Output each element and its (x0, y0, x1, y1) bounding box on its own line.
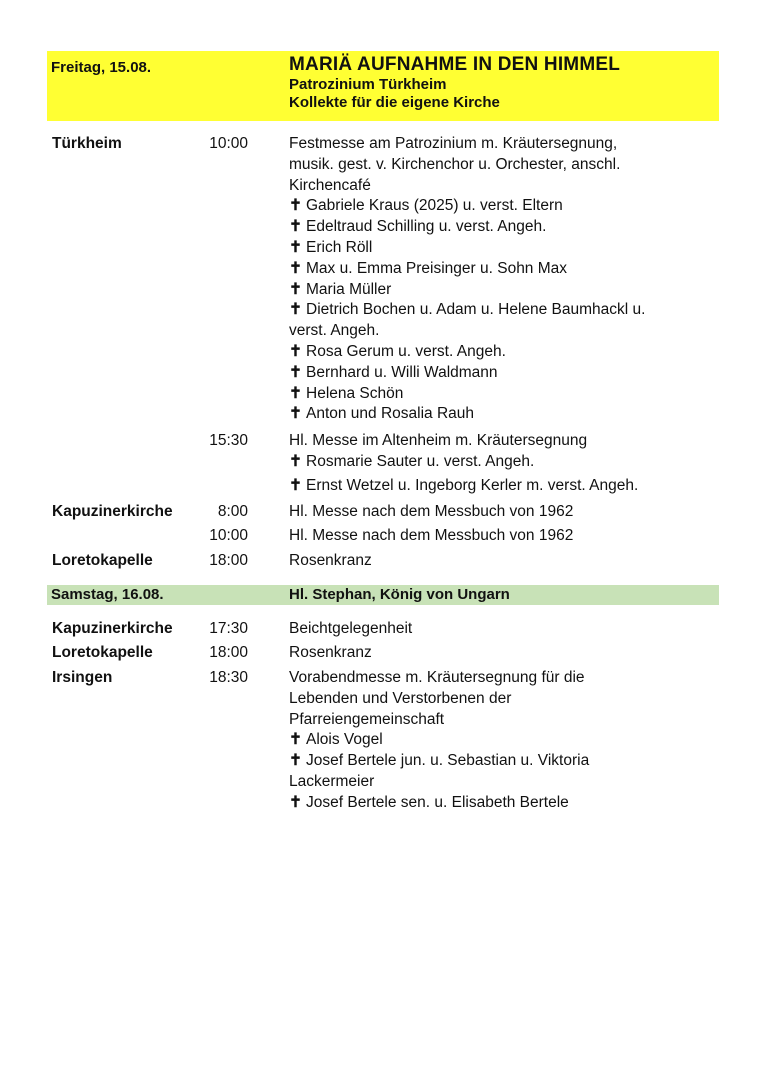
description-line: Hl. Messe nach dem Messbuch von 1962 (289, 503, 574, 520)
mass-intention: ✝ Ernst Wetzel u. Ingeborg Kerler m. verst. Angeh. (289, 476, 639, 494)
mass-intention: ✝ Josef Bertele jun. u. Sebastian u. Viktoria (289, 752, 590, 770)
description-line: Rosenkranz (289, 552, 372, 569)
cross-icon: ✝ (289, 197, 302, 215)
mass-intention: ✝ Maria Müller (289, 280, 392, 298)
mass-intention: ✝ Anton und Rosalia Rauh (289, 405, 475, 423)
description-line: Hl. Messe nach dem Messbuch von 1962 (289, 527, 574, 544)
cross-icon: ✝ (289, 218, 302, 236)
cross-icon: ✝ (289, 476, 302, 494)
cross-icon: ✝ (289, 363, 302, 381)
mass-intention-continued: verst. Angeh. (289, 322, 380, 340)
entry-location: Irsingen (52, 669, 113, 686)
mass-intention: ✝ Alois Vogel (289, 731, 383, 749)
entry-description (289, 431, 714, 496)
cross-icon: ✝ (289, 259, 302, 277)
entry-description (289, 668, 714, 814)
description-line: musik. gest. v. Kirchenchor u. Orchester, anschl. (289, 155, 621, 173)
entry-time: 17:30 (209, 620, 248, 637)
feast-header-band (47, 51, 719, 121)
entry-time: 10:00 (209, 527, 248, 544)
day1-date: Freitag, 15.08. (51, 59, 152, 76)
entry-description (289, 502, 714, 523)
entry-location: Loretokapelle (52, 644, 153, 661)
entry-location: Kapuzinerkirche (52, 503, 173, 520)
entry-time: 8:00 (217, 503, 248, 520)
feast-subtitle-collection: Kollekte für die eigene Kirche (289, 94, 500, 111)
entry-time: 18:00 (209, 644, 248, 661)
mass-intention: ✝ Edeltraud Schilling u. verst. Angeh. (289, 218, 547, 236)
cross-icon: ✝ (289, 301, 302, 319)
saint-title: Hl. Stephan, König von Ungarn (289, 586, 510, 603)
cross-icon: ✝ (289, 384, 302, 402)
saint-header-band (47, 585, 719, 605)
mass-intention: ✝ Erich Röll (289, 238, 373, 256)
cross-icon: ✝ (289, 731, 302, 749)
description-line: Hl. Messe im Altenheim m. Kräutersegnung (289, 432, 588, 449)
feast-title: MARIÄ AUFNAHME IN DEN HIMMEL (289, 54, 621, 75)
cross-icon: ✝ (289, 342, 302, 360)
mass-intention: ✝ Dietrich Bochen u. Adam u. Helene Baumhackl u. (289, 301, 646, 319)
description-line: Vorabendmesse m. Kräutersegnung für die (289, 669, 585, 686)
description-line: Lebenden und Verstorbenen der (289, 689, 512, 707)
entry-description (289, 643, 714, 664)
mass-intention: ✝ Rosa Gerum u. verst. Angeh. (289, 342, 506, 360)
mass-intention: ✝ Josef Bertele sen. u. Elisabeth Bertele (289, 793, 569, 811)
mass-intention: ✝ Gabriele Kraus (2025) u. verst. Eltern (289, 197, 563, 215)
cross-icon: ✝ (289, 752, 302, 770)
mass-intention: ✝ Bernhard u. Willi Waldmann (289, 363, 498, 381)
cross-icon: ✝ (289, 280, 302, 298)
description-line: Kirchencafé (289, 176, 371, 194)
mass-intention: ✝ Helena Schön (289, 384, 404, 402)
entry-location: Türkheim (52, 135, 122, 152)
feast-subtitle-patrocinium: Patrozinium Türkheim (289, 76, 447, 93)
mass-intention: ✝ Rosmarie Sauter u. verst. Angeh. (289, 452, 535, 470)
entry-time: 10:00 (209, 135, 248, 152)
entry-description (289, 134, 714, 425)
description-line: Festmesse am Patrozinium m. Kräutersegnung, (289, 135, 618, 152)
entry-description (289, 526, 714, 547)
entry-location: Loretokapelle (52, 552, 153, 569)
description-line: Beichtgelegenheit (289, 620, 413, 637)
description-line: Rosenkranz (289, 644, 372, 661)
cross-icon: ✝ (289, 452, 302, 470)
entry-time: 18:00 (209, 552, 248, 569)
cross-icon: ✝ (289, 405, 302, 423)
entry-description (289, 619, 714, 640)
day2-date: Samstag, 16.08. (51, 586, 164, 603)
entry-time: 15:30 (209, 432, 248, 449)
description-line: Pfarreiengemeinschaft (289, 710, 445, 728)
cross-icon: ✝ (289, 793, 302, 811)
entry-location: Kapuzinerkirche (52, 620, 173, 637)
mass-intention: ✝ Max u. Emma Preisinger u. Sohn Max (289, 259, 568, 277)
entry-description (289, 551, 714, 572)
cross-icon: ✝ (289, 238, 302, 256)
entry-time: 18:30 (209, 669, 248, 686)
mass-intention-continued: Lackermeier (289, 772, 375, 790)
